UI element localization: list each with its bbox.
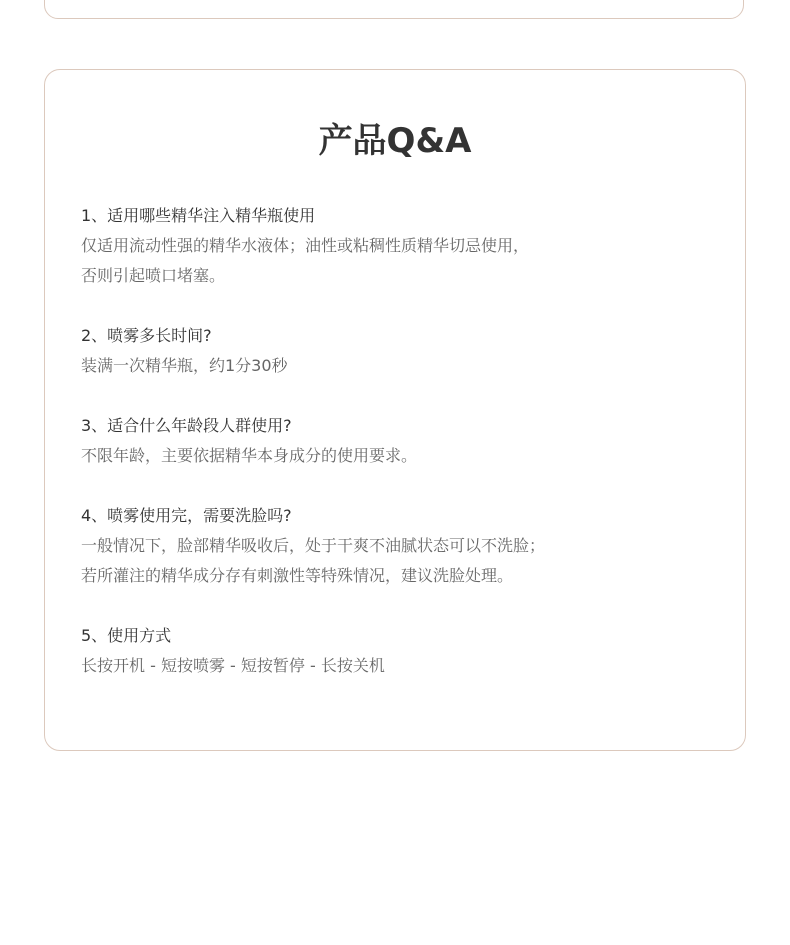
qa-item-5 <box>81 621 721 681</box>
qa-item-2 <box>81 321 721 381</box>
qa-answer-line: 若所灌注的精华成分存有刺激性等特殊情况，建议洗脸处理。 <box>81 566 514 585</box>
qa-question: 1、适用哪些精华注入精华瓶使用 <box>81 206 316 225</box>
qa-answer-line: 一般情况下，脸部精华吸收后，处于干爽不油腻状态可以不洗脸； <box>81 536 546 555</box>
qa-question: 2、喷雾多长时间? <box>81 326 212 345</box>
qa-question: 5、使用方式 <box>81 626 172 645</box>
qa-answer-line: 长按开机 - 短按喷雾 - 短按暂停 - 长按关机 <box>81 656 385 675</box>
previous-section-card <box>44 0 744 19</box>
qa-title: 产品Q&A <box>318 121 472 161</box>
qa-answer-line: 不限年龄，主要依据精华本身成分的使用要求。 <box>81 446 418 465</box>
qa-question: 4、喷雾使用完，需要洗脸吗? <box>81 506 292 525</box>
qa-answer-line: 仅适用流动性强的精华水液体；油性或粘稠性质精华切忌使用， <box>81 236 530 255</box>
qa-answer-line: 装满一次精华瓶，约1分30秒 <box>81 356 288 375</box>
qa-item-3 <box>81 411 721 471</box>
qa-item-4 <box>81 501 721 591</box>
qa-list <box>81 201 721 711</box>
qa-answer-line: 否则引起喷口堵塞。 <box>81 266 226 285</box>
qa-question: 3、适合什么年龄段人群使用? <box>81 416 292 435</box>
qa-item-1 <box>81 201 721 291</box>
